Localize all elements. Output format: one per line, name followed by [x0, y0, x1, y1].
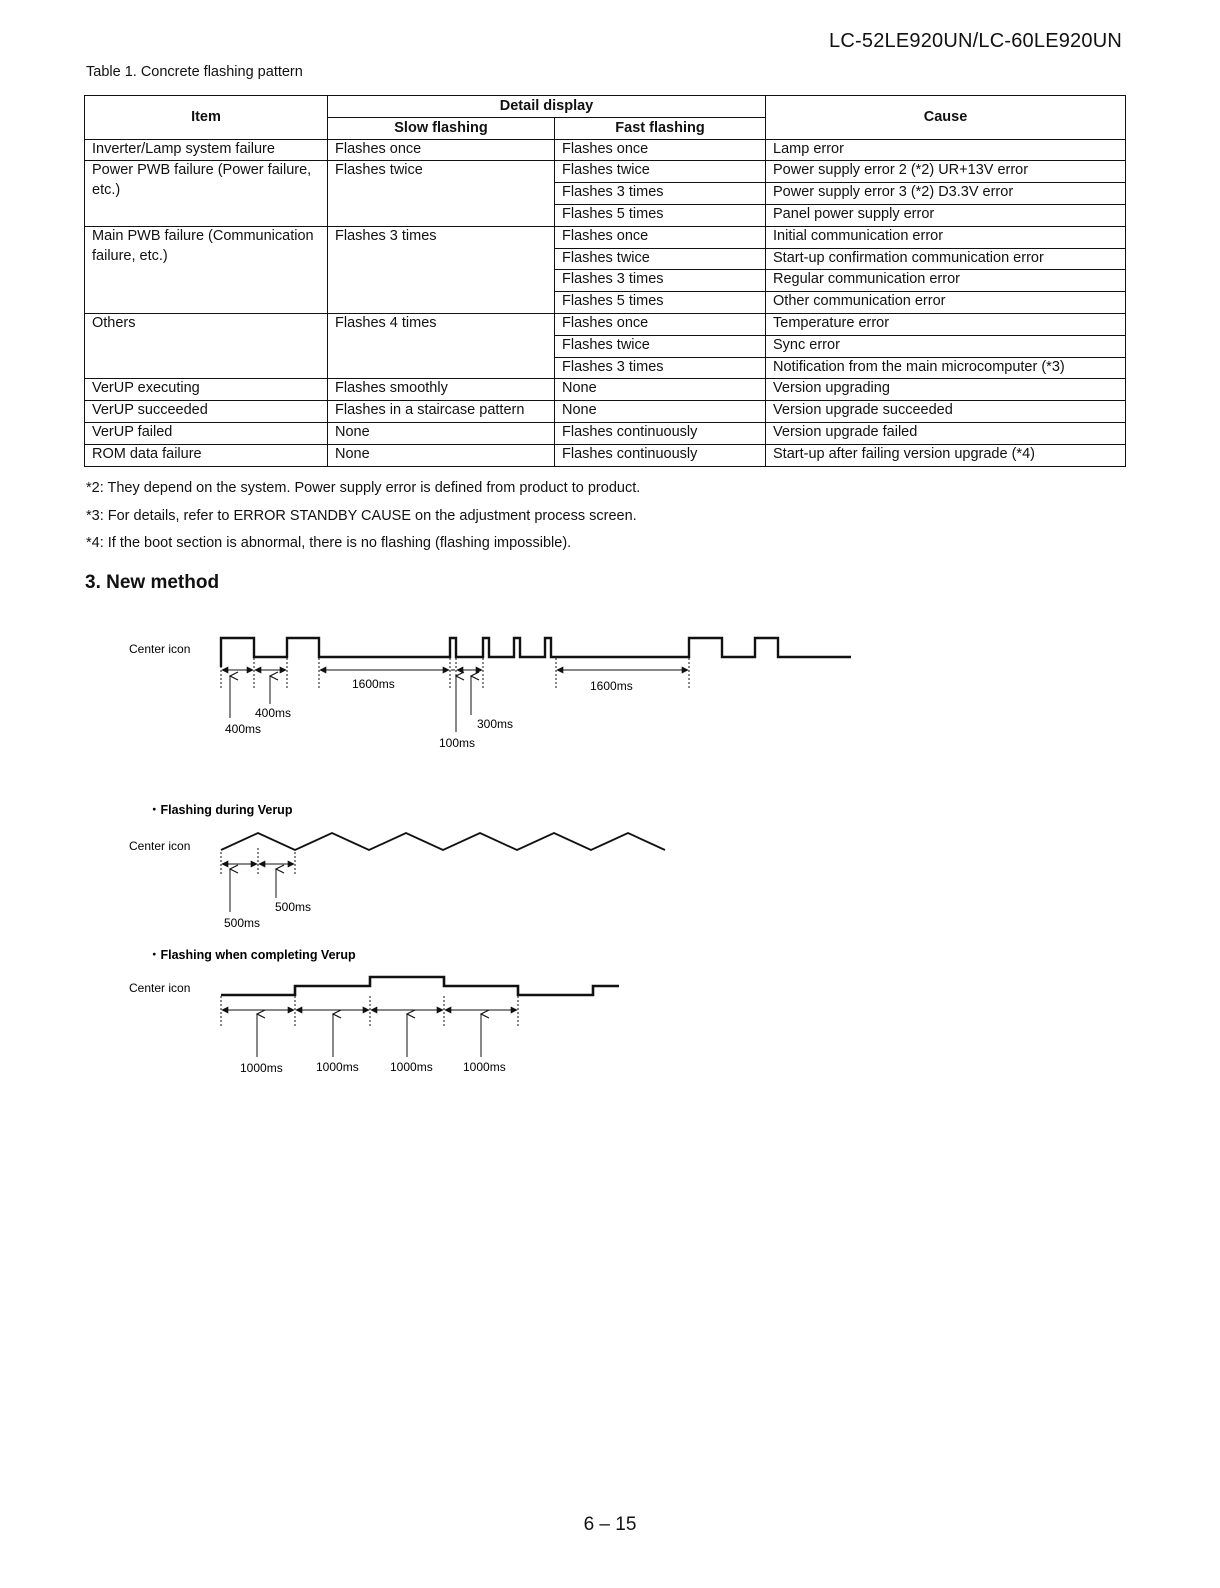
timing-label: 400ms — [225, 722, 262, 736]
timing-label: 1600ms — [590, 679, 633, 693]
flashing-pattern-table — [84, 95, 1126, 467]
header-item: Item — [85, 96, 328, 140]
cause-cell: Initial communication error — [766, 226, 1126, 248]
cause-cell: Start-up after failing version upgrade (*4) — [766, 444, 1126, 466]
timing-label: 1600ms — [352, 677, 395, 691]
center-icon-label: Center icon — [129, 839, 191, 853]
center-icon-label: Center icon — [129, 981, 191, 995]
slow-cell: Flashes 3 times — [328, 226, 555, 313]
cause-cell: Version upgrading — [766, 379, 1126, 401]
fast-cell: Flashes twice — [555, 335, 766, 357]
fast-cell: Flashes 5 times — [555, 292, 766, 314]
fast-cell: Flashes 3 times — [555, 270, 766, 292]
table-caption: Table 1. Concrete flashing pattern — [86, 64, 303, 80]
cause-cell: Temperature error — [766, 313, 1126, 335]
timing-label: 100ms — [439, 736, 476, 750]
timing-guides — [221, 848, 295, 876]
fast-cell: Flashes 3 times — [555, 183, 766, 205]
header-cause: Cause — [766, 96, 1126, 140]
footnote: *2: They depend on the system. Power supply error is defined from product to product. — [86, 480, 641, 496]
slow-cell: Flashes in a staircase pattern — [328, 401, 555, 423]
slow-cell: Flashes once — [328, 139, 555, 161]
item-cell: ROM data failure — [85, 444, 328, 466]
cause-cell: Lamp error — [766, 139, 1126, 161]
page-number: 6 – 15 — [583, 1514, 637, 1535]
item-cell: VerUP failed — [85, 422, 328, 444]
timing-label: 1000ms — [390, 1060, 433, 1074]
diagram-heading: ・Flashing when completing Verup — [148, 948, 356, 962]
fast-cell: None — [555, 379, 766, 401]
center-icon-label: Center icon — [129, 642, 191, 656]
fast-cell: Flashes continuously — [555, 444, 766, 466]
timing-label: 500ms — [224, 916, 261, 930]
fast-cell: None — [555, 401, 766, 423]
table-row — [85, 379, 1126, 401]
timing-label: 1000ms — [463, 1060, 506, 1074]
fast-cell: Flashes 5 times — [555, 204, 766, 226]
cause-cell: Sync error — [766, 335, 1126, 357]
timing-diagrams — [0, 600, 1220, 1100]
cause-cell: Version upgrade failed — [766, 422, 1126, 444]
table-row — [85, 444, 1126, 466]
slow-cell: Flashes smoothly — [328, 379, 555, 401]
waveform-staircase — [221, 977, 619, 995]
footnotes — [86, 479, 640, 562]
waveform-error — [221, 638, 851, 667]
cause-cell: Regular communication error — [766, 270, 1126, 292]
item-cell: Main PWB failure (Communication failure, etc.) — [85, 226, 328, 313]
fast-cell: Flashes continuously — [555, 422, 766, 444]
cause-cell: Version upgrade succeeded — [766, 401, 1126, 423]
section-title: 3. New method — [85, 572, 220, 593]
fast-cell: Flashes once — [555, 313, 766, 335]
timing-label: 1000ms — [240, 1061, 283, 1075]
timing-label: 400ms — [255, 706, 292, 720]
timing-guides — [221, 996, 518, 1028]
table-row — [85, 139, 1126, 161]
model-number: LC-52LE920UN/LC-60LE920UN — [829, 30, 1122, 52]
footnote: *4: If the boot section is abnormal, there is no flashing (flashing impossible). — [86, 535, 572, 551]
timing-label: 300ms — [477, 717, 514, 731]
cause-cell: Notification from the main microcomputer (*3) — [766, 357, 1126, 379]
cause-cell: Power supply error 2 (*2) UR+13V error — [766, 161, 1126, 183]
slow-cell: None — [328, 422, 555, 444]
item-cell: VerUP executing — [85, 379, 328, 401]
table-row — [85, 313, 1126, 335]
table-row — [85, 422, 1126, 444]
item-cell: VerUP succeeded — [85, 401, 328, 423]
cause-cell: Other communication error — [766, 292, 1126, 314]
cause-cell: Power supply error 3 (*2) D3.3V error — [766, 183, 1126, 205]
slow-cell: Flashes twice — [328, 161, 555, 226]
item-cell: Power PWB failure (Power failure, etc.) — [85, 161, 328, 226]
fast-cell: Flashes twice — [555, 248, 766, 270]
fast-cell: Flashes twice — [555, 161, 766, 183]
table-row — [85, 226, 1126, 248]
timing-label: 1000ms — [316, 1060, 359, 1074]
fast-cell: Flashes once — [555, 139, 766, 161]
header-slow-flashing: Slow flashing — [328, 117, 555, 139]
fast-cell: Flashes once — [555, 226, 766, 248]
header-fast-flashing: Fast flashing — [555, 117, 766, 139]
cause-cell: Panel power supply error — [766, 204, 1126, 226]
cause-cell: Start-up confirmation communication error — [766, 248, 1126, 270]
table-row — [85, 401, 1126, 423]
item-cell: Others — [85, 313, 328, 378]
waveform-verup — [221, 833, 665, 850]
slow-cell: Flashes 4 times — [328, 313, 555, 378]
footnote: *3: For details, refer to ERROR STANDBY CAUSE on the adjustment process screen. — [86, 507, 637, 524]
table-row — [85, 161, 1126, 183]
slow-cell: None — [328, 444, 555, 466]
diagram-heading: ・Flashing during Verup — [148, 803, 293, 817]
item-cell: Inverter/Lamp system failure — [85, 139, 328, 161]
fast-cell: Flashes 3 times — [555, 357, 766, 379]
header-detail-display: Detail display — [328, 96, 766, 118]
timing-label: 500ms — [275, 900, 312, 914]
